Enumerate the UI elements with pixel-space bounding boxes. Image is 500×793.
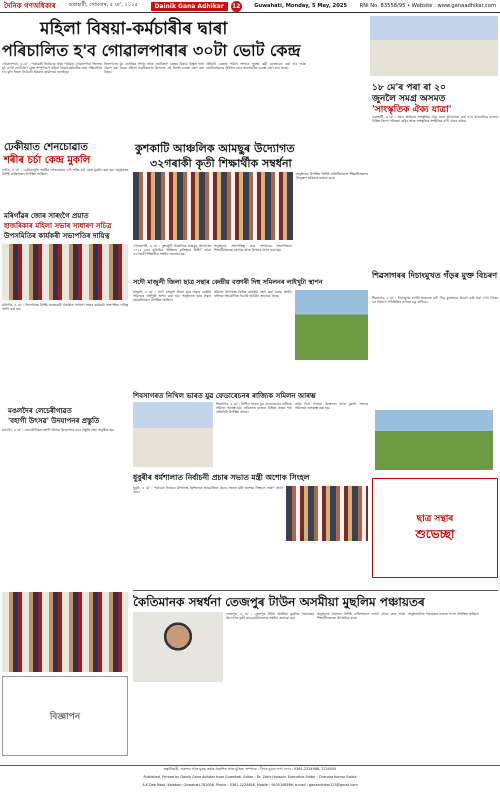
headline-a4-line2: হাজৰিকাৰ মহিলা সভাৰ সাধাৰণ সচিত্ৰ <box>4 221 112 230</box>
a5-col2: সমিলন উপলক্ষে বিভিন্ন কাৰ্যসূচী গ্ৰহণ কৰা হৈছে। স্থানীয় ৰাইজৰ সহযোগিতা বিচাৰি আহ্বান জনোৱা হৈছে। <box>214 290 292 299</box>
a3-col1: গোলকগঞ্জ, ৪ মে' : কুশকাটি আঞ্চলিক আমছুৰ উদ্যোগত ২০২৫ চনৰ মাধ্যমিক পৰীক্ষাত কৃতিত্বৰে উত্তীৰ্ণ হোৱা ৩২গৰাকী শিক্ষাৰ্থীক সম্বৰ্ধনা জনোৱা হয়। <box>133 244 211 257</box>
headline-a8: ধুবুৰীৰ ধৰ্মশালাত নিৰ্বাচনী প্ৰচাৰ সভাত মন্ত্ৰী অশোক সিংহল <box>133 473 310 482</box>
header-date-assamese: গুৱাহাটী, সোমবাৰ, ৫ মে', ২০২৫ <box>68 2 138 8</box>
photo-award-handover <box>2 244 128 300</box>
footer-line3: A.K.Deb Road, Kalabari, Guwahati-781008, Phone : 0361-2224488, Mobile : 9435108566, e-mail : ganaadhikar123@gmail.com <box>142 783 358 787</box>
photo-polling-meeting <box>370 16 498 76</box>
a11-col3: অনুষ্ঠানটোত পঞ্চায়তৰ সকলো সদস্য উপস্থিত আছিল। <box>408 612 480 616</box>
ad-line1: ছাত্ৰ সন্থাৰ <box>416 513 454 524</box>
advertisement-box <box>372 478 498 578</box>
a1-col3: প্ৰতিটো কেন্দ্ৰত পৰ্যাপ্ত সংখ্যক সুৰক্ষা কৰ্মী মোতায়েন কৰা হ'ব আৰু ভোটাৰসকলৰ সুবিধাৰ বাবে প্ৰয়োজনীয় ব্যৱস্থা গ্ৰহণ কৰা হৈছে। <box>206 62 306 71</box>
header-rni: RNI No. 83558/95 • Website : www.ganaadhikar.com <box>359 3 496 9</box>
headline-a3-line1: কুশকাটি আঞ্চলিক আমছুৰ উদ্যোগত <box>135 142 295 155</box>
headline-a7: শিবসাগৰত নিখিল ভাৰত যুৱ ফেডাৰেচনৰ ৰাজ্যিক সমিলন আৰম্ভ <box>133 391 316 400</box>
masthead <box>0 0 500 13</box>
a10-body: মঙলদৈ, ৪ মে' : লেচেৰীগাঁৱত বহাগী উৎসৱ উদযাপনৰ বাবে প্ৰস্তুতি সভা অনুষ্ঠিত হয়। <box>2 428 115 432</box>
a11-col1: তেজপুৰ, ৪ মে' : তেজপুৰ টাউন অসমীয়া মুছলিম পঞ্চায়তৰ উদ্যোগত কৃতী ছাত্ৰ-ছাত্ৰীসকলক সম্বৰ্ধনা জনোৱা হয়। <box>226 612 314 621</box>
a1-col2: জিলাখনত মুঠ ভোটাৰৰ সংখ্যা আৰু ভোটগ্ৰহণ কেন্দ্ৰৰ বিষয়ে বিস্তৃত তথ্য প্ৰকাশ কৰা হৈছে। মহিলা সবলীকৰণৰ উদ্দেশ্যে এই বিশেষ ব্যৱস্থা গ্ৰহণ কৰা হৈছে। <box>104 62 204 75</box>
a9-body: গুৱাহাটী, ৪ মে' : সমগ্ৰ অসমতে সাংস্কৃতিক ঐক্য যাত্ৰা আয়োজন কৰা হ'ব। যাত্ৰাটোৱে ৰাজ্যৰ বিভিন্ন জিলা পৰিক্ৰমা কৰিব আৰু সাংস্কৃতিক সম্প্ৰীতিৰ বাণী প্ৰচাৰ কৰিব। <box>372 115 498 124</box>
headline-a1-line1: মহিলা বিষয়া-কৰ্মচাৰীৰ দ্বাৰা <box>40 19 228 39</box>
newspaper-logo: দৈনিক গণঅধিকাৰ <box>4 1 56 10</box>
photo-award-recipient <box>133 612 223 682</box>
footer-line1: স্বত্বাধিকাৰী, প্ৰকাশক আৰু মুদ্ৰক কৰ্তৃক প্ৰকাশিত আৰু মুদ্ৰিত। সম্পাদক : দীপক কুমাৰ দাস। ফোন : 0361-2224988, 2224555 <box>163 767 337 771</box>
headline-a11: কৈতিমানক সম্বৰ্ধনা তেজপুৰ টাউন অসমীয়া মুছলিম পঞ্চায়তৰ <box>133 595 425 609</box>
brand-label: Dainik Gana Adhikar <box>151 2 228 11</box>
photo-youth-federation <box>133 402 213 467</box>
a8-body: ধুবুৰী, ৪ মে' : পঞ্চায়ত নিৰ্বাচন উপলক্ষে ধৰ্মশালাত আয়োজিত প্ৰচাৰ সভাত মন্ত্ৰী অশোক সিংহলে ভাষণ প্ৰদান কৰে। <box>133 486 283 495</box>
headline-a10-line1: মঙলদৈৰ লেচেৰীগাৱত <box>8 406 72 415</box>
ad2-line1: বিজ্ঞাপন <box>49 711 81 722</box>
a7-col1: শিৱসাগৰ, ৪ মে' : নিখিল ভাৰত যুৱ ফেডাৰেচনৰ ৰাজ্যিক সমিলন আৰম্ভ হয়। সমিলনত ৰাজ্যৰ বিভিন্ন প্ৰান্তৰ পৰা প্ৰতিনিধি উপস্থিত আছে। <box>216 402 292 415</box>
ad-line2: শুভেচ্ছা <box>415 526 455 541</box>
a3-col2: অনুষ্ঠানত সভাপতিত্ব কৰে সংগঠনৰ সভাপতিয়ে। শিক্ষাৰ্থীসকলক মানপত্ৰ আৰু উপহাৰ প্ৰদান কৰা হয়। <box>214 244 292 253</box>
headline-a4-line3: উপসমিতিৰ কাৰ্যকৰী সভাপতিৰ দায়িত্ব <box>4 231 110 240</box>
photo-tezpur-felicitation <box>2 592 128 672</box>
header-brand-block <box>151 1 242 12</box>
headline-a2-line1: ঢেকীয়াত শেনচোৱাত <box>4 142 88 153</box>
headline-a5: সদৌ মাজুলী জিলা ছাত্ৰ সন্থাৰ কেন্দ্ৰীয় বক্তাৰী দিহু সমিলনৰ লাইখুটা স্থাপন <box>133 278 323 286</box>
footer-line2: Published, Printed by Dainik Gana Adhikar from Guwahati. Editor : Dr. Zakir Hussain, Executive Editor : Chandra Kumar Saikia <box>143 775 357 779</box>
a6-body: শিৱসাগৰ, ৪ মে' : দিচাংমুখৰ চাপৰি অঞ্চলত এটা গঁড়ে মুক্তভাৱে বিচৰণ কৰি থকা দেখা গৈছে। বন বিভাগে পৰিস্থিতিৰ ওপৰত চকু ৰাখিছে। <box>372 296 498 305</box>
headline-a6: শিৱসাগৰৰ দিচাংমুখত গঁড়ৰ মুক্ত বিচৰণ <box>372 270 498 280</box>
page-number: 12 <box>232 2 241 10</box>
headline-a4-line1: মৰিগাঁৱৰ জোৰ সাৰংগৈ প্ৰয়াত <box>4 211 89 220</box>
a3-col3: অনুষ্ঠানত উপস্থিত বিশিষ্ট অতিথিসকলে শিক্ষাৰ্থীসকলৰ উজ্জ্বল ভৱিষ্যত কামনা কৰে। <box>296 172 368 181</box>
a5-col1: মাজুলী, ৪ মে' : সদৌ মাজুলী জিলা ছাত্ৰ সন্থাৰ কেন্দ্ৰীয় সমিলনৰ লাইখুটা স্থাপন কৰা হয়। অনুষ্ঠানত ছাত্ৰ সন্থাৰ কৰ্মকৰ্তাসকল উপস্থিত আছিল। <box>133 290 211 303</box>
headline-a1-line2: পৰিচালিত হ'ব গোৱালপাৰাৰ ৩০টা ভোট কেন্দ্ৰ <box>2 41 301 60</box>
a4-body: মৰিগাঁও, ৪ মে' : জিলাখনৰ বিশিষ্ট সমাজকৰ্মী গৰাকীক সাধাৰণ সভাৰ কাৰ্যকৰী সভাপতিৰ দায়িত্ব অৰ্পণ কৰা হয়। <box>2 303 128 312</box>
headline-a2-line2: শৰীৰ চৰ্চা কেন্দ্ৰ মুকলি <box>4 155 91 166</box>
photo-student-felicitation <box>133 172 293 240</box>
a11-col2: অনুষ্ঠানত সমাজৰ বিশিষ্ট ব্যক্তিসকলে ভাষণ প্ৰদান কৰে আৰু শিক্ষাৰ্থীসকলক উৎসাহিত কৰে। <box>317 612 405 621</box>
headline-a9-line1: ১৮ মে'ৰ পৰা ৰা ২০ <box>372 83 446 93</box>
a1-col1: গোৱালপাৰা, ৪ মে' : পঞ্চায়তী নিৰ্বাচনৰ প্ৰথম পৰ্যায়ত গোৱালপাৰা জিলাত মুঠ ৩০টা ভোটগ্ৰহণ কেন্দ্ৰ সম্পূৰ্ণৰূপে মহিলা বিষয়া-কৰ্মচাৰীৰ দ্বাৰা পৰিচালিত হ'ব বুলি জিলা নিৰ্বাচনী বিষয়াৰ কাৰ্যালয়ে জনাইছে। <box>2 62 102 75</box>
headline-a9-line2: জুনলৈ সমগ্ৰ অসমত <box>372 94 446 104</box>
advertisement-box-2 <box>2 676 128 756</box>
footer-divider <box>0 765 500 766</box>
headline-a10-line2: 'বহাগী উৎসৱ' উদযাপনৰ প্ৰস্তুতি <box>8 416 100 425</box>
photo-election-rally <box>286 486 368 541</box>
a7-col2: প্ৰথম দিনা পতাকা উত্তোলন আৰু মুকলি সভাৰে সমিলনৰ শুভাৰম্ভ কৰা হয়। <box>295 402 368 411</box>
headline-a9-line3: 'সাংস্কৃতিক ঐক্য যাত্ৰা' <box>372 105 452 115</box>
a2-body: নগাঁও, ৪ মে' : ঢেকীয়াজুলি সমষ্টিৰ শেনচোৱাত এটা শৰীৰ চৰ্চা কেন্দ্ৰ মুকলি কৰা হয়। অনুষ্ঠানত বিশিষ্ট ব্যক্তিসকল উপস্থিত আছিল। <box>2 168 128 177</box>
photo-majuli-ceremony <box>295 290 368 360</box>
headline-a3-line2: ৩২গৰাকী কৃতী শিক্ষাৰ্থীক সম্বৰ্ধনা <box>150 157 292 170</box>
divider <box>133 590 498 591</box>
photo-rhino <box>375 410 493 470</box>
header-date-english: Guwahati, Monday, 5 May, 2025 <box>254 3 348 9</box>
